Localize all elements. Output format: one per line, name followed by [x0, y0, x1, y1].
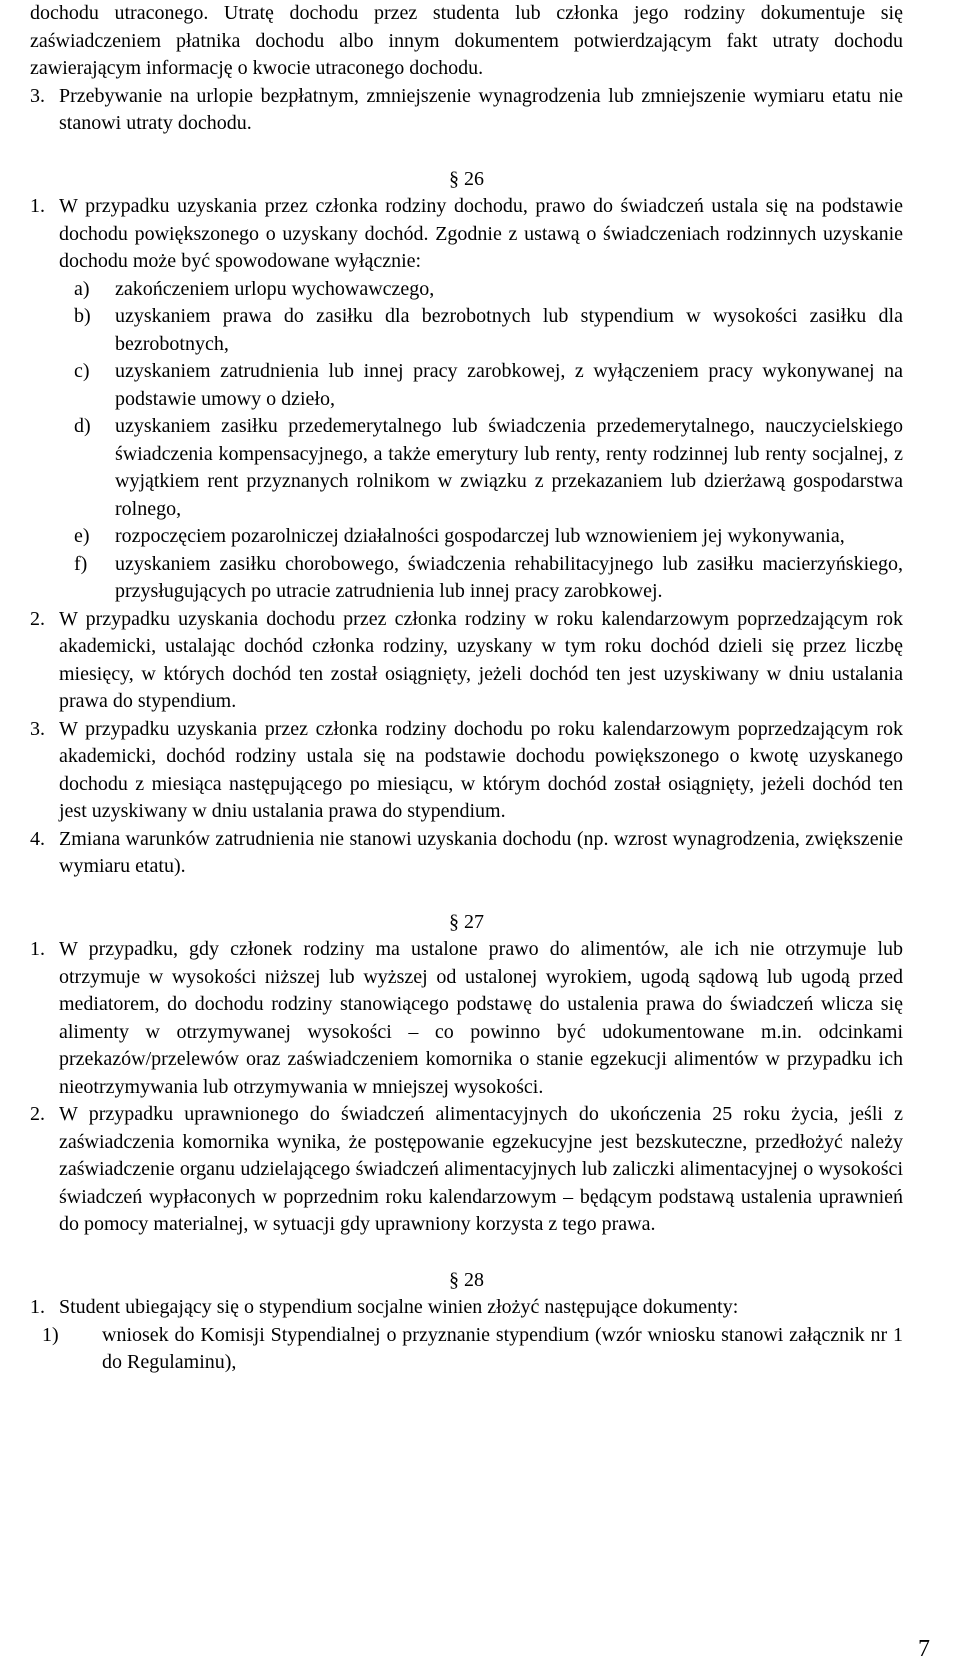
sub-item-d — [30, 413, 903, 523]
sub-item-text: uzyskaniem zasiłku chorobowego, świadczenia rehabilitacyjnego lub zasiłku macierzyńskiego, przysługujących po utracie zatrudnienia lub innej pracy zarobkowej. — [115, 552, 903, 602]
item-text: W przypadku uzyskania przez członka rodziny dochodu, prawo do świadczeń ustala się na podstawie dochodu powiększonego o uzyskany dochód. Zgodnie z ustawą o świadczeniach rodzinnych uzyskanie dochodu może być spowodowane wyłącznie: — [59, 195, 903, 272]
list-item-28-1 — [30, 1294, 903, 1322]
item-number: 2. — [30, 607, 45, 630]
sub-item-label: f) — [74, 552, 88, 575]
paragraph-intro-tail: dochodu utraconego. Utratę dochodu przez studenta lub członka jego rodziny dokumentuje się zaświadczeniem płatnika dochodu albo innym dokumentem potwierdzającym fakt utraty dochodu zawierającym informację o kwocie utraconego dochodu. — [30, 2, 903, 79]
item-number: 1. — [30, 195, 45, 217]
sub-item-label: e) — [74, 525, 90, 547]
item-number: 3. — [30, 84, 45, 107]
document-body — [30, 0, 903, 1377]
list-item-26-1 — [30, 193, 903, 276]
page-number: 7 — [918, 1635, 930, 1662]
item-text: Zmiana warunków zatrudnienia nie stanowi uzyskania dochodu (np. wzrost wynagrodzenia, zwiększenie wymiaru etatu). — [59, 827, 903, 877]
sub-item-label: a) — [74, 277, 90, 300]
item-number: 4. — [30, 827, 45, 850]
list-item-27-2 — [30, 1101, 903, 1239]
item-text: W przypadku uprawnionego do świadczeń alimentacyjnych do ukończenia 25 roku życia, jeśli z zaświadczenia komornika wynika, że postępowanie egzekucyjne jest bezskuteczne, przedłożyć należy zaświadczenie organu udzielającego świadczeń alimentacyjnych lub zaliczki alimentacyjnej o wysokości świadczeń wypłaconych w poprzednim roku kalendarzowym – będącym podstawą ustalenia uprawnień do pomocy materialnej, w sytuacji gdy uprawniony korzysta z tego prawa. — [59, 1103, 903, 1235]
sub-item-1 — [30, 1322, 903, 1377]
item-number: 1. — [30, 938, 45, 960]
list-item-26-2 — [30, 606, 903, 716]
item-text: W przypadku uzyskania dochodu przez członka rodziny w roku kalendarzowym poprzedzającym rok akademicki, ustalając dochód członka rodziny, uzyskany w tym roku dochód dzieli się przez liczbę miesięcy, w których dochód ten został osiągnięty, jeżeli dochód ten jest uzyskiwany w dniu ustalania prawa do stypendium. — [59, 607, 903, 712]
sub-item-label: c) — [74, 360, 90, 382]
sub-item-text: uzyskaniem zatrudnienia lub innej pracy zarobkowej, z wyłączeniem pracy wykonywanej na podstawie umowy o dzieło, — [115, 360, 903, 410]
sub-item-text: rozpoczęciem pozarolniczej działalności gospodarczej lub wznowieniem jej wykonywania, — [115, 525, 845, 547]
item-text: W przypadku uzyskania przez członka rodziny dochodu po roku kalendarzowym poprzedzającym rok akademicki, dochód rodziny ustala się na podstawie dochodu powiększonego o kwotę uzyskanego dochodu z miesiąca następującego po miesiącu, w którym dochód został osiągnięty, jeżeli dochód ten jest uzyskiwany w dniu ustalania prawa do stypendium. — [59, 717, 903, 822]
section-heading-27: § 27 — [449, 910, 484, 933]
sub-item-label: d) — [74, 415, 91, 437]
list-item-26-4 — [30, 826, 903, 881]
list-item-26-3 — [30, 716, 903, 826]
sub-item-b — [30, 303, 903, 358]
item-number: 3. — [30, 717, 45, 740]
sub-item-label: b) — [74, 305, 91, 327]
item-text: Przebywanie na urlopie bezpłatnym, zmniejszenie wynagrodzenia lub zmniejszenie wymiaru etatu nie stanowi utraty dochodu. — [59, 84, 903, 134]
list-item-intro-3 — [30, 83, 903, 138]
sub-item-f — [30, 551, 903, 606]
section-heading-26: § 26 — [449, 167, 484, 190]
item-number: 1. — [30, 1296, 45, 1318]
sub-item-e — [30, 523, 903, 551]
sub-item-c — [30, 358, 903, 413]
section-heading-28: § 28 — [449, 1268, 484, 1291]
item-text: W przypadku, gdy członek rodziny ma ustalone prawo do alimentów, ale ich nie otrzymuje lub otrzymuje w wysokości niższej lub wyższej od ustalonej wyrokiem, ugodą sądową lub ugodą przed mediatorem, do dochodu rodziny stanowiącego podstawę do ustalenia prawa do świadczeń wlicza się alimenty w otrzymywanej wysokości – co powinno być udokumentowane m.in. odcinkami przekazów/przelewów oraz zaświadczeniem komornika o stanie egzekucji alimentów w przypadku ich nieotrzymywania lub otrzymywania w mniejszej wysokości. — [59, 938, 903, 1098]
list-item-27-1 — [30, 936, 903, 1101]
sub-item-text: uzyskaniem zasiłku przedemerytalnego lub świadczenia przedemerytalnego, nauczycielskiego świadczenia kompensacyjnego, a także emerytury lub renty, renty rodzinnej lub renty socjalnej, z wyjątkiem rent przyznanych rolnikom w związku z przekazaniem lub dzierżawą gospodarstwa rolnego, — [115, 415, 903, 520]
sub-item-text: uzyskaniem prawa do zasiłku dla bezrobotnych lub stypendium w wysokości zasiłku dla bezrobotnych, — [115, 305, 903, 355]
sub-item-label: 1) — [42, 1323, 59, 1346]
sub-item-a — [30, 276, 903, 304]
sub-item-text: wniosek do Komisji Stypendialnej o przyznanie stypendium (wzór wniosku stanowi załącznik nr 1 do Regulaminu), — [102, 1323, 903, 1373]
item-text: Student ubiegający się o stypendium socjalne winien złożyć następujące dokumenty: — [59, 1296, 739, 1318]
sub-item-text: zakończeniem urlopu wychowawczego, — [115, 277, 435, 300]
item-number: 2. — [30, 1103, 45, 1125]
